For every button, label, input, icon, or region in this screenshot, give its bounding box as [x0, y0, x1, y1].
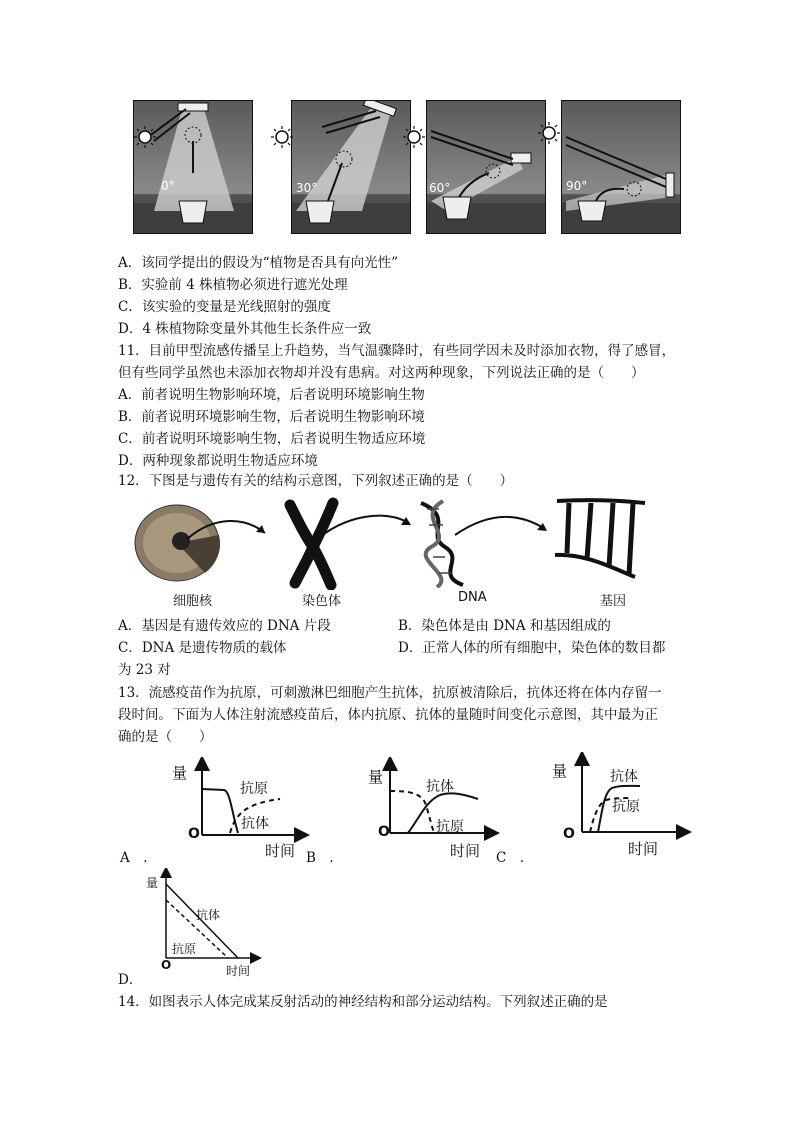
q14-stem: 14．如图表示人体完成某反射活动的神经结构和部分运动结构。下列叙述正确的是: [118, 994, 608, 1010]
caption-chromosome: 染色体: [302, 594, 342, 609]
photo-panel-90deg: [561, 100, 681, 234]
lamp-plant-60-illustration: [427, 101, 545, 233]
photo-panel-0deg: [133, 100, 253, 234]
graph-b-y-label: 量: [368, 768, 384, 786]
graph-b: [370, 757, 500, 862]
gene-segment-image: [555, 500, 645, 577]
graph-c-antigen-label: 抗原: [612, 799, 640, 815]
graph-b-antibody-label: 抗体: [426, 779, 454, 795]
graph-a-origin: O: [188, 826, 200, 842]
graph-c-y-label: 量: [552, 762, 568, 780]
photo-panel-60deg: [426, 100, 546, 234]
q11-stem-line1: 11．目前甲型流感传播呈上升趋势，当气温骤降时，有些同学因未及时添加衣物，得了感冒，: [118, 343, 676, 359]
sun-icon: [134, 126, 156, 152]
angle-label: 60°: [429, 181, 451, 195]
graph-d-x-label: 时间: [226, 964, 251, 978]
q13-stem-line1: 13．流感疫苗作为抗原，可刺激淋巴细胞产生抗体，抗原被清除后，抗体还将在体内存留一: [118, 685, 662, 701]
graph-d-origin: O: [161, 958, 172, 972]
caption-nucleus: 细胞核: [173, 594, 213, 609]
q10-option-d: D．4 株植物除变量外其他生长条件应一致: [118, 321, 372, 337]
angle-label: 0°: [161, 179, 175, 193]
angle-label: 90°: [566, 179, 588, 193]
q12-option-c: C．DNA 是遗传物质的载体: [118, 640, 287, 656]
lamp-plant-90-illustration: [562, 101, 680, 233]
caption-gene: 基因: [600, 594, 627, 609]
graph-a-y-label: 量: [172, 764, 188, 782]
q11-option-d: D．两种现象都说明生物适应环境: [118, 453, 318, 469]
graph-a-antigen-label: 抗原: [240, 781, 268, 797]
sun-icon: [403, 126, 425, 152]
graph-a-option-label: A ．: [120, 850, 157, 866]
dna-helix-image: [421, 501, 463, 587]
graph-c-origin: O: [563, 826, 575, 842]
graph-c-antibody-label: 抗体: [610, 769, 638, 785]
q10-option-c: C．该实验的变量是光线照射的强度: [118, 299, 331, 315]
q10-option-b: B．实验前 4 株植物必须进行遮光处理: [118, 277, 348, 293]
lamp-plant-0-illustration: [134, 101, 252, 233]
graph-a-x-label: 时间: [265, 842, 296, 860]
graph-b-option-label: B ．: [306, 850, 343, 866]
lamp-plant-30-illustration: [292, 101, 410, 233]
q13-stem-line2: 段时间。下面为人体注射流感疫苗后，体内抗原、抗体的量随时间变化示意图，其中最为正: [118, 707, 658, 723]
q10-option-a: A．该同学提出的假设为“植物是否具有向光性”: [118, 255, 399, 271]
angle-label: 30°: [296, 181, 318, 195]
q12-stem: 12．下图是与遗传有关的结构示意图，下列叙述正确的是（ ）: [118, 473, 514, 489]
graph-c-x-label: 时间: [628, 840, 659, 858]
graph-b-origin: O: [378, 824, 390, 840]
q12-option-d-cont: 为 23 对: [118, 662, 171, 678]
graph-d-antibody-label: 抗体: [196, 908, 221, 922]
caption-dna: DNA: [458, 590, 487, 605]
graph-c-option-label: C ．: [496, 850, 534, 866]
graph-d-option-label: D．: [118, 972, 143, 988]
q12-option-a: A．基因是有遗传效应的 DNA 片段: [118, 618, 331, 634]
graph-a-antibody-label: 抗体: [241, 816, 269, 832]
graph-d-y-label: 量: [146, 876, 159, 890]
graph-b-x-label: 时间: [450, 842, 481, 860]
graph-b-antigen-label: 抗原: [436, 819, 464, 835]
q11-option-c: C．前者说明环境影响生物，后者说明生物适应环境: [118, 431, 426, 447]
sun-icon: [271, 126, 293, 152]
q11-option-b: B．前者说明环境影响生物，后者说明生物影响环境: [118, 409, 425, 425]
cell-nucleus-image: [135, 505, 220, 581]
q11-stem-line2: 但有些同学虽然也未添加衣物却并没有患病。对这两种现象，下列说法正确的是（ ）: [118, 365, 645, 381]
q13-stem-line3: 确的是（ ）: [118, 729, 213, 745]
photo-panel-30deg: [291, 100, 411, 234]
q12-option-b: B．染色体是由 DNA 和基因组成的: [398, 618, 611, 634]
q11-option-a: A．前者说明生物影响环境，后者说明环境影响生物: [118, 387, 425, 403]
chromosome-image: [290, 503, 333, 585]
graph-d-antigen-label: 抗原: [172, 942, 197, 956]
q12-option-d: D．正常人体的所有细胞中，染色体的数目都: [398, 640, 666, 656]
sun-icon: [538, 122, 560, 148]
genetics-structure-diagram: [125, 495, 655, 590]
